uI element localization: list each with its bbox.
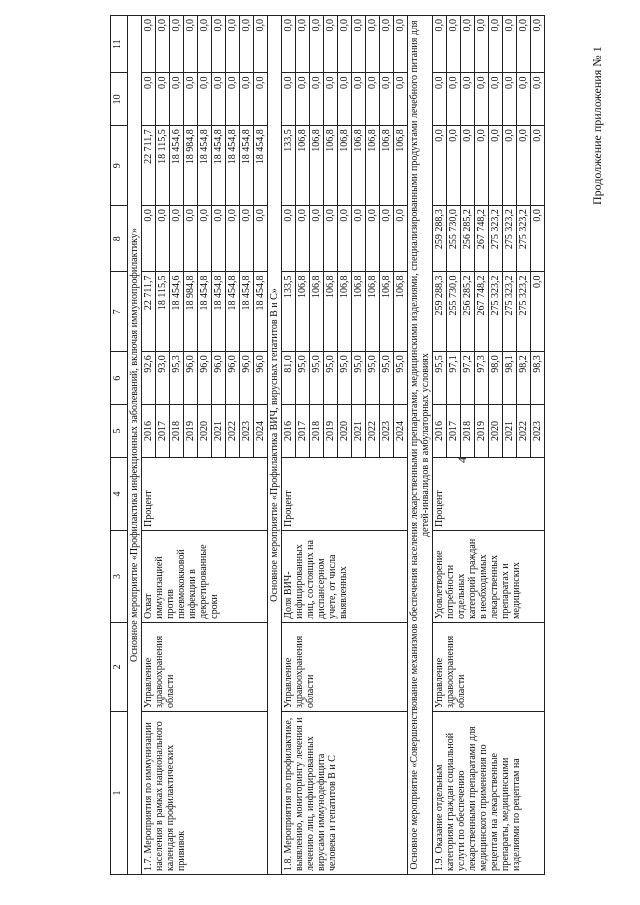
value-cell: 275 323,2 bbox=[503, 206, 517, 272]
section-title-row bbox=[128, 16, 142, 875]
value-cell: 95,5 bbox=[433, 352, 447, 405]
value-cell: 0,0 bbox=[310, 73, 324, 126]
section-title-row bbox=[408, 16, 433, 875]
value-cell: 0,0 bbox=[156, 206, 170, 272]
value-cell: 259 288,3 bbox=[433, 206, 447, 272]
year-cell: 2018 bbox=[170, 405, 184, 458]
value-cell: 106,8 bbox=[380, 126, 394, 206]
value-cell: 0,0 bbox=[226, 73, 240, 126]
value-cell: 22 711,7 bbox=[142, 126, 156, 206]
value-cell: 0,0 bbox=[380, 16, 394, 73]
value-cell: 0,0 bbox=[282, 73, 296, 126]
value-cell: 0,0 bbox=[310, 206, 324, 272]
value-cell: 133,5 bbox=[282, 126, 296, 206]
value-cell: 0,0 bbox=[366, 73, 380, 126]
value-cell: 0,0 bbox=[254, 206, 268, 272]
value-cell: 0,0 bbox=[142, 73, 156, 126]
value-cell: 0,0 bbox=[447, 126, 461, 206]
value-cell: 0,0 bbox=[296, 73, 310, 126]
header-col-10: 10 bbox=[111, 73, 128, 126]
value-cell: 0,0 bbox=[170, 206, 184, 272]
value-cell: 0,0 bbox=[310, 16, 324, 73]
year-cell: 2017 bbox=[447, 405, 461, 458]
value-cell: 0,0 bbox=[433, 16, 447, 73]
value-cell: 18 454,8 bbox=[254, 126, 268, 206]
value-cell: 97,1 bbox=[447, 352, 461, 405]
value-cell: 106,8 bbox=[324, 272, 338, 352]
year-cell: 2024 bbox=[394, 405, 408, 458]
value-cell: 255 730,0 bbox=[447, 272, 461, 352]
value-cell: 106,8 bbox=[310, 272, 324, 352]
section-title: Основное мероприятие «Профилактика инфекционных заболеваний, включая иммунопрофилактику» bbox=[128, 16, 142, 875]
value-cell: 0,0 bbox=[170, 73, 184, 126]
value-cell: 0,0 bbox=[254, 73, 268, 126]
page-number: 4 bbox=[455, 457, 469, 463]
year-cell: 2023 bbox=[240, 405, 254, 458]
value-cell: 275 323,2 bbox=[503, 272, 517, 352]
value-cell: 0,0 bbox=[503, 73, 517, 126]
value-cell: 0,0 bbox=[338, 206, 352, 272]
value-cell: 0,0 bbox=[324, 73, 338, 126]
value-cell: 0,0 bbox=[461, 16, 475, 73]
value-cell: 96,0 bbox=[198, 352, 212, 405]
value-cell: 0,0 bbox=[184, 73, 198, 126]
value-cell: 259 288,3 bbox=[433, 272, 447, 352]
value-cell: 0,0 bbox=[531, 126, 545, 206]
value-cell: 0,0 bbox=[338, 16, 352, 73]
value-cell: 0,0 bbox=[156, 16, 170, 73]
value-cell: 267 748,2 bbox=[475, 272, 489, 352]
value-cell: 267 748,2 bbox=[475, 206, 489, 272]
value-cell: 0,0 bbox=[198, 206, 212, 272]
value-cell: 0,0 bbox=[352, 73, 366, 126]
unit: Процент bbox=[142, 457, 268, 530]
value-cell: 106,8 bbox=[296, 126, 310, 206]
value-cell: 0,0 bbox=[212, 73, 226, 126]
value-cell: 0,0 bbox=[142, 16, 156, 73]
value-cell: 106,8 bbox=[296, 272, 310, 352]
measure-name: 1.7. Мероприятия по иммунизации населения в рамках национального календаря профилактических прививок bbox=[142, 711, 268, 874]
year-cell: 2024 bbox=[254, 405, 268, 458]
value-cell: 0,0 bbox=[461, 126, 475, 206]
value-cell: 0,0 bbox=[226, 16, 240, 73]
year-cell: 2023 bbox=[531, 405, 545, 458]
value-cell: 0,0 bbox=[352, 16, 366, 73]
value-cell: 98,3 bbox=[531, 352, 545, 405]
value-cell: 275 323,2 bbox=[489, 272, 503, 352]
value-cell: 18 984,8 bbox=[184, 126, 198, 206]
value-cell: 98,0 bbox=[489, 352, 503, 405]
value-cell: 95,0 bbox=[338, 352, 352, 405]
value-cell: 0,0 bbox=[226, 206, 240, 272]
value-cell: 18 454,8 bbox=[226, 126, 240, 206]
year-cell: 2023 bbox=[380, 405, 394, 458]
value-cell: 97,2 bbox=[461, 352, 475, 405]
value-cell: 18 115,5 bbox=[156, 126, 170, 206]
year-cell: 2022 bbox=[517, 405, 531, 458]
value-cell: 106,8 bbox=[352, 126, 366, 206]
value-cell: 0,0 bbox=[198, 73, 212, 126]
year-cell: 2021 bbox=[352, 405, 366, 458]
year-cell: 2016 bbox=[142, 405, 156, 458]
year-cell: 2016 bbox=[282, 405, 296, 458]
value-cell: 0,0 bbox=[338, 73, 352, 126]
year-cell: 2022 bbox=[366, 405, 380, 458]
executor: Управление здравоохранения области bbox=[282, 622, 408, 711]
year-cell: 2022 bbox=[226, 405, 240, 458]
value-cell: 0,0 bbox=[503, 16, 517, 73]
year-cell: 2019 bbox=[184, 405, 198, 458]
value-cell: 0,0 bbox=[531, 206, 545, 272]
value-cell: 0,0 bbox=[475, 16, 489, 73]
value-cell: 18 454,6 bbox=[170, 272, 184, 352]
value-cell: 0,0 bbox=[184, 206, 198, 272]
header-col-8: 8 bbox=[111, 206, 128, 272]
value-cell: 0,0 bbox=[352, 206, 366, 272]
value-cell: 96,0 bbox=[184, 352, 198, 405]
value-cell: 0,0 bbox=[503, 126, 517, 206]
value-cell: 0,0 bbox=[489, 73, 503, 126]
value-cell: 97,3 bbox=[475, 352, 489, 405]
value-cell: 18 115,5 bbox=[156, 272, 170, 352]
year-cell: 2021 bbox=[212, 405, 226, 458]
value-cell: 0,0 bbox=[517, 16, 531, 73]
value-cell: 0,0 bbox=[394, 73, 408, 126]
value-cell: 106,8 bbox=[352, 272, 366, 352]
value-cell: 106,8 bbox=[310, 126, 324, 206]
value-cell: 0,0 bbox=[447, 16, 461, 73]
value-cell: 0,0 bbox=[489, 16, 503, 73]
value-cell: 0,0 bbox=[489, 126, 503, 206]
value-cell: 92,6 bbox=[142, 352, 156, 405]
value-cell: 0,0 bbox=[531, 16, 545, 73]
section-title: Основное мероприятие «Профилактика ВИЧ, вирусных гепатитов В и С» bbox=[268, 16, 282, 875]
value-cell: 96,0 bbox=[254, 352, 268, 405]
header-col-3: 3 bbox=[111, 531, 128, 623]
value-cell: 0,0 bbox=[156, 73, 170, 126]
header-col-6: 6 bbox=[111, 352, 128, 405]
measure-name: 1.8. Мероприятия по профилактике, выявлению, мониторингу лечения и лечению лиц, инфицированных вирусами иммунодефицита человека и гепатитов В и С bbox=[282, 711, 408, 874]
program-table bbox=[110, 15, 545, 875]
section-title: Основное мероприятие «Совершенствование механизмов обеспечения населения лекарственными препаратами, медицинскими изделиями, специализированными продуктами лечебного питания для детей-инвалидов в амбулаторных условиях bbox=[408, 16, 433, 875]
value-cell: 106,8 bbox=[366, 272, 380, 352]
table-row bbox=[282, 16, 296, 875]
value-cell: 18 454,8 bbox=[240, 272, 254, 352]
header-col-7: 7 bbox=[111, 272, 128, 352]
value-cell: 18 454,8 bbox=[226, 272, 240, 352]
year-cell: 2020 bbox=[489, 405, 503, 458]
header-col-4: 4 bbox=[111, 457, 128, 530]
value-cell: 0,0 bbox=[142, 206, 156, 272]
value-cell: 0,0 bbox=[240, 206, 254, 272]
value-cell: 0,0 bbox=[324, 16, 338, 73]
value-cell: 18 984,8 bbox=[184, 272, 198, 352]
value-cell: 0,0 bbox=[531, 272, 545, 352]
header-col-11: 11 bbox=[111, 16, 128, 73]
value-cell: 0,0 bbox=[184, 16, 198, 73]
value-cell: 18 454,6 bbox=[170, 126, 184, 206]
value-cell: 95,0 bbox=[352, 352, 366, 405]
value-cell: 0,0 bbox=[366, 206, 380, 272]
executor: Управление здравоохранения области bbox=[433, 622, 545, 711]
value-cell: 0,0 bbox=[170, 16, 184, 73]
year-cell: 2016 bbox=[433, 405, 447, 458]
value-cell: 0,0 bbox=[517, 126, 531, 206]
value-cell: 95,3 bbox=[170, 352, 184, 405]
value-cell: 96,0 bbox=[212, 352, 226, 405]
value-cell: 256 285,2 bbox=[461, 272, 475, 352]
header-col-1: 1 bbox=[111, 711, 128, 874]
value-cell: 95,0 bbox=[324, 352, 338, 405]
value-cell: 0,0 bbox=[475, 73, 489, 126]
value-cell: 95,0 bbox=[394, 352, 408, 405]
value-cell: 275 323,2 bbox=[517, 272, 531, 352]
value-cell: 0,0 bbox=[366, 16, 380, 73]
year-cell: 2021 bbox=[503, 405, 517, 458]
value-cell: 18 454,8 bbox=[198, 272, 212, 352]
value-cell: 0,0 bbox=[447, 73, 461, 126]
table-row bbox=[142, 16, 156, 875]
year-cell: 2017 bbox=[296, 405, 310, 458]
value-cell: 0,0 bbox=[282, 206, 296, 272]
value-cell: 0,0 bbox=[531, 73, 545, 126]
unit: Процент bbox=[433, 457, 545, 530]
value-cell: 0,0 bbox=[380, 73, 394, 126]
value-cell: 0,0 bbox=[517, 73, 531, 126]
header-col-9: 9 bbox=[111, 126, 128, 206]
unit: Процент bbox=[282, 457, 408, 530]
value-cell: 95,0 bbox=[296, 352, 310, 405]
value-cell: 0,0 bbox=[254, 16, 268, 73]
value-cell: 0,0 bbox=[240, 16, 254, 73]
value-cell: 106,8 bbox=[338, 272, 352, 352]
header-col-5: 5 bbox=[111, 405, 128, 458]
indicator: Удовлетворение потребности отдельных категорий граждан в необходимых лекарственных препаратах и медицинских bbox=[433, 531, 545, 623]
value-cell: 106,8 bbox=[394, 126, 408, 206]
value-cell: 18 454,8 bbox=[212, 126, 226, 206]
value-cell: 275 323,2 bbox=[517, 206, 531, 272]
year-cell: 2017 bbox=[156, 405, 170, 458]
value-cell: 95,0 bbox=[380, 352, 394, 405]
value-cell: 0,0 bbox=[394, 16, 408, 73]
value-cell: 0,0 bbox=[461, 73, 475, 126]
value-cell: 98,2 bbox=[517, 352, 531, 405]
value-cell: 95,0 bbox=[366, 352, 380, 405]
value-cell: 18 454,8 bbox=[254, 272, 268, 352]
measure-name: 1.9. Оказание отдельным категориям граждан социальной услуги по обеспечению лекарственными препаратами для медицинского применения по рецептам на лекарственные препараты, медицинскими изделиями по рецептам на bbox=[433, 711, 545, 874]
value-cell: 255 730,0 bbox=[447, 206, 461, 272]
year-cell: 2020 bbox=[338, 405, 352, 458]
year-cell: 2019 bbox=[475, 405, 489, 458]
indicator: Доля ВИЧ-инфицированных лиц, состоящих на диспансерном учете, от числа выявленных bbox=[282, 531, 408, 623]
value-cell: 0,0 bbox=[240, 73, 254, 126]
value-cell: 96,0 bbox=[240, 352, 254, 405]
value-cell: 275 323,2 bbox=[489, 206, 503, 272]
value-cell: 0,0 bbox=[198, 16, 212, 73]
year-cell: 2018 bbox=[461, 405, 475, 458]
value-cell: 256 285,2 bbox=[461, 206, 475, 272]
value-cell: 98,1 bbox=[503, 352, 517, 405]
appendix-caption: Продолжение приложения № 1 bbox=[590, 46, 604, 205]
value-cell: 18 454,8 bbox=[212, 272, 226, 352]
value-cell: 0,0 bbox=[433, 73, 447, 126]
year-cell: 2018 bbox=[310, 405, 324, 458]
value-cell: 0,0 bbox=[380, 206, 394, 272]
value-cell: 18 454,8 bbox=[240, 126, 254, 206]
value-cell: 0,0 bbox=[212, 206, 226, 272]
value-cell: 0,0 bbox=[282, 16, 296, 73]
value-cell: 0,0 bbox=[475, 126, 489, 206]
header-col-2: 2 bbox=[111, 622, 128, 711]
indicator: Охват иммунизацией против пневмококковой инфекции в декретированные сроки bbox=[142, 531, 268, 623]
value-cell: 96,0 bbox=[226, 352, 240, 405]
value-cell: 95,0 bbox=[310, 352, 324, 405]
year-cell: 2019 bbox=[324, 405, 338, 458]
value-cell: 93,0 bbox=[156, 352, 170, 405]
value-cell: 106,8 bbox=[380, 272, 394, 352]
executor: Управление здравоохранения области bbox=[142, 622, 268, 711]
value-cell: 0,0 bbox=[296, 16, 310, 73]
value-cell: 0,0 bbox=[394, 206, 408, 272]
value-cell: 106,8 bbox=[394, 272, 408, 352]
value-cell: 106,8 bbox=[366, 126, 380, 206]
section-title-row bbox=[268, 16, 282, 875]
value-cell: 22 711,7 bbox=[142, 272, 156, 352]
value-cell: 0,0 bbox=[433, 126, 447, 206]
value-cell: 0,0 bbox=[212, 16, 226, 73]
value-cell: 0,0 bbox=[296, 206, 310, 272]
table-row bbox=[433, 16, 447, 875]
value-cell: 133,5 bbox=[282, 272, 296, 352]
value-cell: 106,8 bbox=[324, 126, 338, 206]
year-cell: 2020 bbox=[198, 405, 212, 458]
value-cell: 18 454,8 bbox=[198, 126, 212, 206]
value-cell: 0,0 bbox=[324, 206, 338, 272]
value-cell: 81,0 bbox=[282, 352, 296, 405]
value-cell: 106,8 bbox=[338, 126, 352, 206]
header-row bbox=[111, 16, 128, 875]
